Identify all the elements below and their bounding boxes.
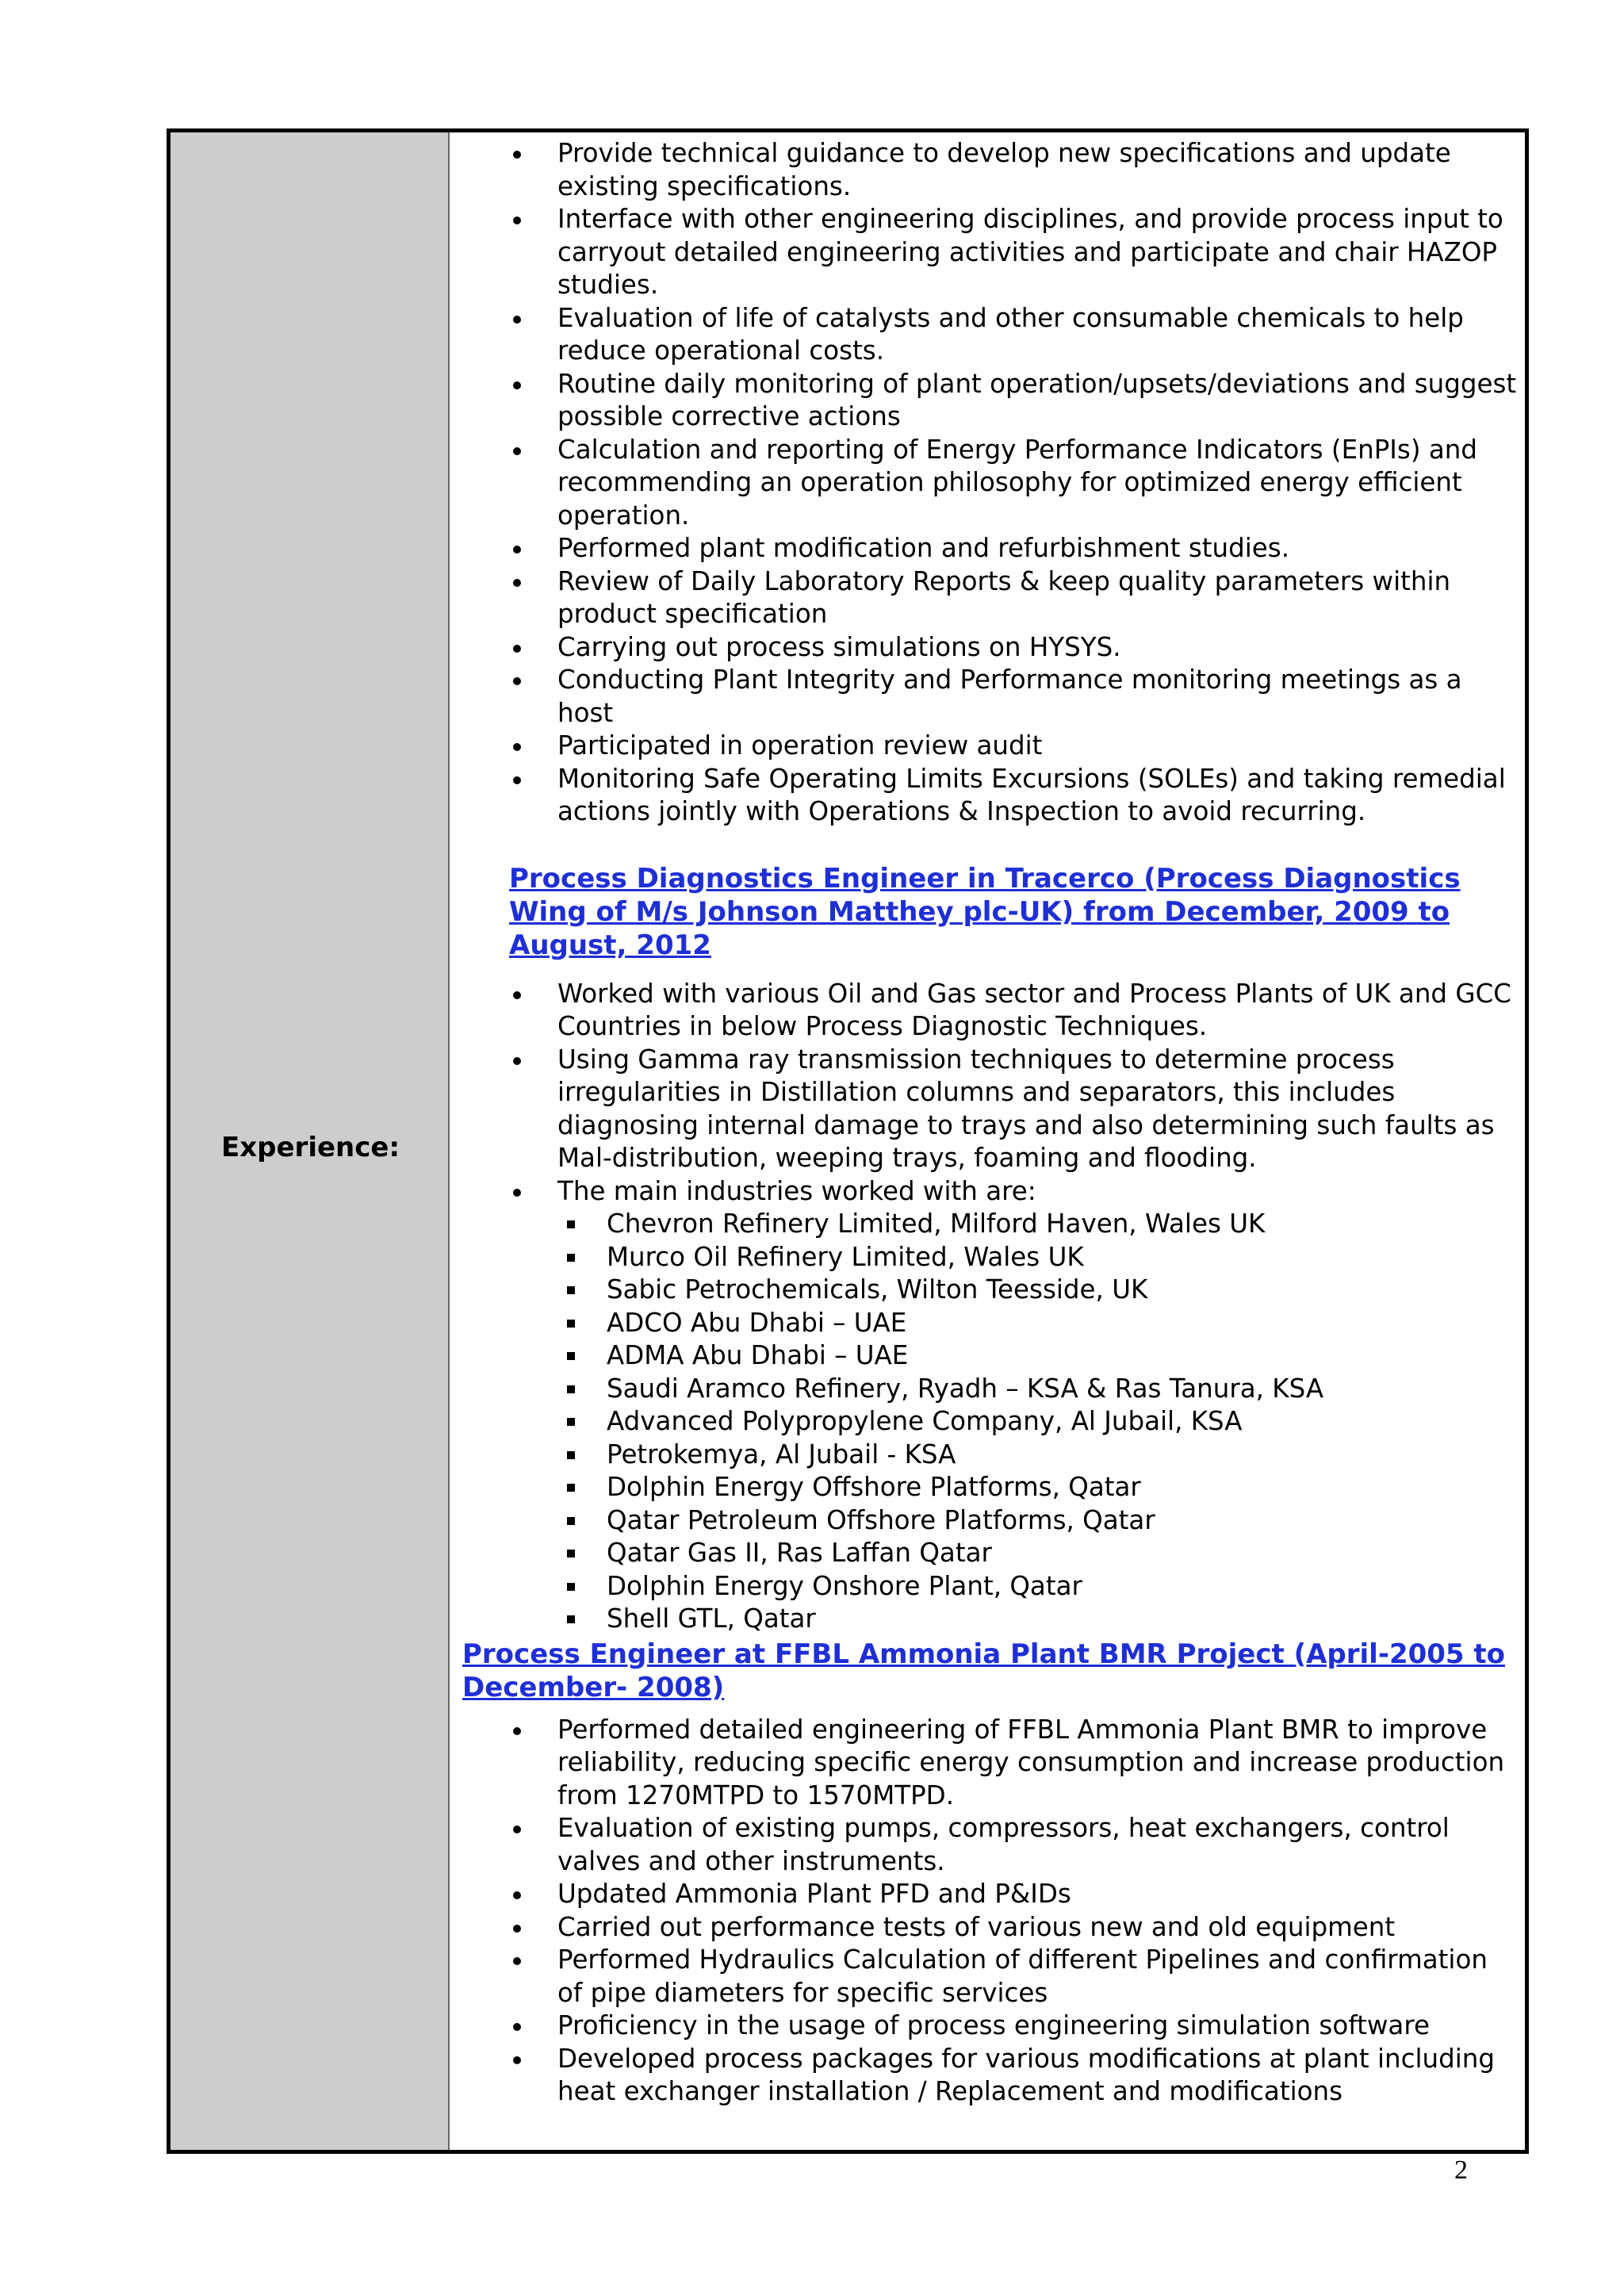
bullet-item: Participated in operation review audit: [450, 730, 1525, 763]
bullet-item: The main industries worked with are:: [450, 1175, 1525, 1209]
bullet-item: Performed detailed engineering of FFBL Ammonia Plant BMR to improve reliability, reducing specific energy consumption and increase production from 1270MTPD to 1570MTPD.: [450, 1714, 1525, 1813]
industry-item: Petrokemya, Al Jubail - KSA: [450, 1439, 1525, 1472]
bullet-item: Using Gamma ray transmission techniques to determine process irregularities in Distillation columns and separators, this includes diagnosing internal damage to trays and also determining such faults as Mal-distribution, weeping trays, foaming and flooding.: [450, 1044, 1525, 1175]
bullet-item: Performed plant modification and refurbishment studies.: [450, 532, 1525, 565]
bullet-item: Carrying out process simulations on HYSYS.: [450, 631, 1525, 665]
job2-bullet-list: [450, 978, 1525, 1209]
industry-item: ADMA Abu Dhabi – UAE: [450, 1339, 1525, 1373]
bullet-item: Worked with various Oil and Gas sector and Process Plants of UK and GCC Countries in below Process Diagnostic Techniques.: [450, 978, 1525, 1044]
industry-item: Qatar Gas II, Ras Laffan Qatar: [450, 1537, 1525, 1570]
industry-item: Chevron Refinery Limited, Milford Haven, Wales UK: [450, 1208, 1525, 1241]
bullet-item: Conducting Plant Integrity and Performance monitoring meetings as a host: [450, 664, 1525, 730]
bullet-item: Interface with other engineering disciplines, and provide process input to carryout detailed engineering activities and participate and chair HAZOP studies.: [450, 203, 1525, 302]
section-label-column: [170, 132, 450, 2150]
industry-item: Qatar Petroleum Offshore Platforms, Qatar: [450, 1504, 1525, 1538]
bullet-item: Calculation and reporting of Energy Performance Indicators (EnPIs) and recommending an operation philosophy for optimized energy efficient operation.: [450, 434, 1525, 533]
industry-item: Dolphin Energy Offshore Platforms, Qatar: [450, 1471, 1525, 1504]
experience-label: Experience:: [221, 1132, 400, 1163]
job-heading-ffbl[interactable]: Process Engineer at FFBL Ammonia Plant BMR Project (April-2005 to December- 2008): [462, 1638, 1506, 1703]
industries-list: [450, 1208, 1525, 1636]
block1-bullet-list: [450, 132, 1525, 829]
bullet-item: Review of Daily Laboratory Reports & keep quality parameters within product specification: [450, 565, 1525, 631]
industry-item: ADCO Abu Dhabi – UAE: [450, 1307, 1525, 1340]
experience-content-column: [450, 132, 1525, 2150]
bullet-item: Routine daily monitoring of plant operation/upsets/deviations and suggest possible corrective actions: [450, 368, 1525, 434]
industry-item: Dolphin Energy Onshore Plant, Qatar: [450, 1570, 1525, 1603]
bullet-item: Carried out performance tests of various new and old equipment: [450, 1911, 1525, 1944]
industry-item: Advanced Polypropylene Company, Al Jubail, KSA: [450, 1405, 1525, 1439]
industry-item: Sabic Petrochemicals, Wilton Teesside, UK: [450, 1274, 1525, 1307]
bullet-item: Performed Hydraulics Calculation of different Pipelines and confirmation of pipe diameters for specific services: [450, 1944, 1525, 2010]
experience-table: [167, 128, 1529, 2154]
bullet-item: Updated Ammonia Plant PFD and P&IDs: [450, 1878, 1525, 1911]
industry-item: Shell GTL, Qatar: [450, 1603, 1525, 1636]
bullet-item: Proficiency in the usage of process engineering simulation software: [450, 2010, 1525, 2043]
job-heading-tracerco[interactable]: Process Diagnostics Engineer in Tracerco (Process Diagnostics Wing of M/s Johnson Matthey plc-UK) from December, 2009 to August, 2012: [509, 862, 1461, 961]
bullet-item: Evaluation of life of catalysts and other consumable chemicals to help reduce operational costs.: [450, 302, 1525, 368]
bullet-item: Developed process packages for various modifications at plant including heat exchanger installation / Replacement and modifications: [450, 2043, 1525, 2109]
industry-item: Saudi Aramco Refinery, Ryadh – KSA & Ras Tanura, KSA: [450, 1373, 1525, 1406]
job3-bullet-list: [450, 1714, 1525, 2109]
industry-item: Murco Oil Refinery Limited, Wales UK: [450, 1241, 1525, 1274]
bullet-item: Monitoring Safe Operating Limits Excursions (SOLEs) and taking remedial actions jointly with Operations & Inspection to avoid recurring.: [450, 763, 1525, 829]
experience-content: [450, 132, 1525, 2109]
bullet-item: Provide technical guidance to develop new specifications and update existing specifications.: [450, 137, 1525, 203]
page-number: 2: [1454, 2155, 1468, 2185]
bullet-item: Evaluation of existing pumps, compressors, heat exchangers, control valves and other instruments.: [450, 1812, 1525, 1878]
